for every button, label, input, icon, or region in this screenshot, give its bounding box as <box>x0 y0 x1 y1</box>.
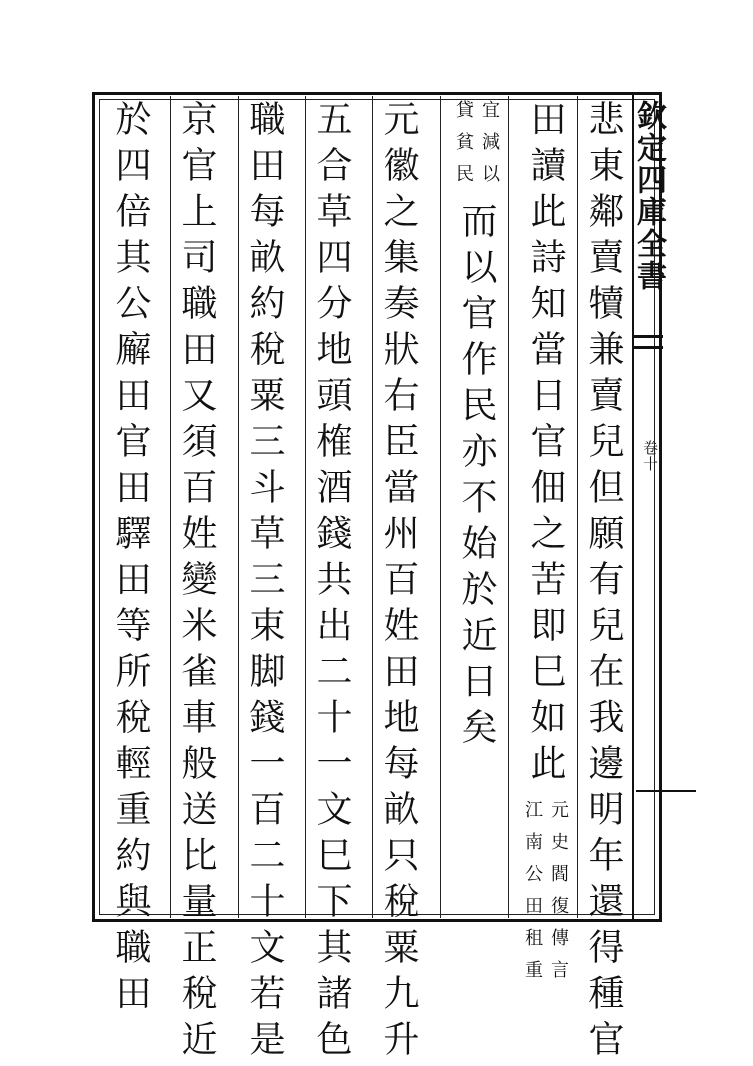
column-text: 於四倍其公廨田官田驛田等所稅輕重約與職田 <box>110 100 151 1020</box>
column-rule <box>577 96 578 918</box>
interlinear-note <box>454 100 498 196</box>
fishtail-mark <box>633 335 663 349</box>
column-text: 職田每畝約稅粟三斗草三束脚錢一百二十文若是 <box>244 100 285 1066</box>
note-line-left: 江南公田租重 <box>522 800 543 992</box>
column-text: 京官上司職田又須百姓變米雀車般送比量正稅近 <box>176 100 217 1066</box>
book-title: 欽定四庫全書 <box>631 100 666 292</box>
note-line-right: 元史閻復傳言 <box>548 800 569 992</box>
column-text: 五合草四分地頭榷酒錢共出二十一文巳下其諸色 <box>311 100 352 1066</box>
column-text: 悲東鄰賣犢兼賣兒但願有兒在我邊明年還得種官 <box>583 100 624 1066</box>
column-rule <box>372 96 373 918</box>
text-column-4 <box>378 100 424 1066</box>
column-rule <box>305 96 306 918</box>
column-rule <box>508 96 509 918</box>
column-rule <box>238 96 239 918</box>
note-line-left: 貸貧民 <box>453 100 474 196</box>
column-rule <box>440 96 441 918</box>
note-line-right: 宜減以 <box>479 100 500 196</box>
column-text: 元徽之集奏狀右臣當州百姓田地每畝只稅粟九升 <box>378 100 419 1066</box>
text-column-8 <box>110 100 156 1020</box>
margin-rule <box>636 790 696 792</box>
text-column-7 <box>176 100 222 1066</box>
text-column-6 <box>244 100 290 1066</box>
text-column-2 <box>515 100 575 992</box>
column-text: 田讀此詩知當日官佃之苦即巳如此 <box>525 100 566 790</box>
juan-label: 卷十 <box>641 440 659 472</box>
text-column-5 <box>311 100 357 1066</box>
column-text: 而以官作民亦不始於近日矣 <box>456 202 497 754</box>
text-column-3 <box>446 100 506 915</box>
text-column-1 <box>583 100 629 1066</box>
interlinear-note <box>523 800 567 992</box>
column-rule <box>170 96 171 918</box>
